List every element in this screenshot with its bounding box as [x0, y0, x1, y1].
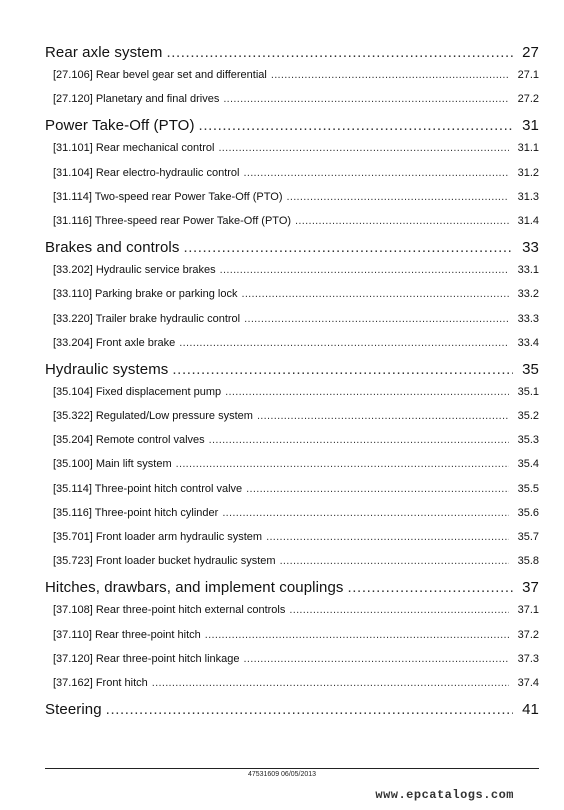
entry-title[interactable]: [27.120] Planetary and final drives: [53, 93, 220, 106]
toc-entry-row[interactable]: [45, 483, 539, 507]
section-page-number: 37: [522, 579, 539, 597]
dot-leader: [223, 93, 509, 105]
entry-title[interactable]: [31.114] Two-speed rear Power Take-Off (PTO): [53, 190, 283, 203]
toc-section-row[interactable]: [45, 579, 539, 607]
toc-entry-row[interactable]: [45, 191, 539, 215]
entry-title[interactable]: [37.110] Rear three-point hitch: [53, 628, 201, 641]
entry-page-number: 35.7: [517, 531, 539, 543]
toc-entry-row[interactable]: [45, 288, 539, 312]
dot-leader: [209, 434, 509, 446]
entry-title[interactable]: [33.110] Parking brake or parking lock: [53, 288, 238, 301]
entry-title[interactable]: [27.106] Rear bevel gear set and differential: [53, 69, 267, 81]
entry-page-number: 35.6: [517, 506, 539, 519]
entry-page-number: 31.3: [517, 190, 539, 203]
toc-entry-row[interactable]: [45, 604, 539, 628]
entry-page-number: 35.3: [517, 434, 539, 447]
dot-leader: [289, 604, 509, 616]
toc-section-row[interactable]: [45, 239, 539, 267]
entry-title[interactable]: [35.100] Main lift system: [53, 458, 172, 471]
entry-page-number: 33.1: [517, 264, 539, 277]
entry-page-number: 35.1: [517, 385, 539, 398]
dot-leader: [266, 531, 509, 543]
entry-title[interactable]: [37.162] Front hitch: [53, 676, 148, 689]
entry-title[interactable]: [31.116] Three-speed rear Power Take-Off (PTO): [53, 214, 292, 227]
entry-page-number: 35.2: [517, 410, 539, 423]
toc-entry-row[interactable]: [45, 69, 539, 93]
dot-leader: [183, 239, 513, 256]
watermark: www.epcatalogs.com: [375, 788, 514, 802]
section-title[interactable]: Brakes and controls: [45, 239, 180, 257]
toc-section-row[interactable]: [45, 361, 539, 389]
entry-title[interactable]: [33.202] Hydraulic service brakes: [53, 264, 216, 277]
toc-entry-row[interactable]: [45, 313, 539, 337]
dot-leader: [172, 361, 513, 378]
toc-entry-row[interactable]: [45, 507, 539, 531]
section-title[interactable]: Hydraulic systems: [45, 360, 169, 378]
dot-leader: [225, 386, 509, 398]
entry-page-number: 35.8: [517, 555, 539, 568]
entry-title[interactable]: [33.220] Trailer brake hydraulic control: [53, 312, 241, 325]
entry-page-number: 37.4: [517, 676, 539, 689]
dot-leader: [295, 215, 509, 227]
toc-section-row[interactable]: [45, 44, 539, 72]
dot-leader: [166, 44, 513, 61]
dot-leader: [280, 555, 509, 567]
dot-leader: [244, 653, 509, 665]
entry-title[interactable]: [37.108] Rear three-point hitch external controls: [53, 604, 286, 617]
entry-title[interactable]: [35.204] Remote control valves: [53, 434, 205, 447]
dot-leader: [152, 677, 509, 689]
entry-title[interactable]: [35.322] Regulated/Low pressure system: [53, 410, 253, 423]
dot-leader: [243, 167, 509, 179]
entry-page-number: 37.1: [517, 604, 539, 617]
entry-page-number: 31.4: [517, 214, 539, 227]
section-title[interactable]: Power Take-Off (PTO): [45, 117, 195, 135]
toc-entry-row[interactable]: [45, 264, 539, 288]
entry-page-number: 33.3: [517, 312, 539, 325]
section-page-number: 41: [522, 701, 539, 719]
entry-page-number: 35.5: [517, 482, 539, 495]
toc-entry-row[interactable]: [45, 93, 539, 117]
toc-entry-row[interactable]: [45, 458, 539, 482]
entry-page-number: 31.1: [517, 142, 539, 155]
dot-leader: [179, 337, 509, 349]
footer-rule: [45, 768, 539, 769]
toc-entry-row[interactable]: [45, 142, 539, 166]
toc-entry-row[interactable]: [45, 337, 539, 361]
table-of-contents: [45, 44, 539, 729]
section-page-number: 33: [522, 239, 539, 257]
dot-leader: [199, 117, 513, 134]
toc-entry-row[interactable]: [45, 653, 539, 677]
entry-title[interactable]: [35.104] Fixed displacement pump: [53, 385, 222, 398]
section-title[interactable]: Hitches, drawbars, and implement couplings: [45, 579, 344, 597]
dot-leader: [220, 264, 509, 276]
dot-leader: [244, 313, 509, 325]
entry-page-number: 35.4: [517, 458, 539, 471]
dot-leader: [218, 142, 509, 154]
section-page-number: 27: [522, 44, 539, 61]
entry-page-number: 37.3: [517, 652, 539, 665]
toc-entry-row[interactable]: [45, 215, 539, 239]
dot-leader: [205, 629, 509, 641]
entry-title[interactable]: [35.116] Three-point hitch cylinder: [53, 506, 219, 519]
entry-page-number: 27.2: [517, 93, 539, 106]
toc-entry-row[interactable]: [45, 555, 539, 579]
dot-leader: [257, 410, 509, 422]
toc-section-row[interactable]: [45, 701, 539, 729]
section-title[interactable]: Rear axle system: [45, 44, 163, 61]
section-page-number: 35: [522, 360, 539, 378]
dot-leader: [222, 507, 509, 519]
toc-entry-row[interactable]: [45, 167, 539, 191]
dot-leader: [246, 483, 509, 495]
entry-page-number: 37.2: [517, 628, 539, 641]
dot-leader: [241, 288, 509, 300]
entry-title[interactable]: [35.701] Front loader arm hydraulic system: [53, 531, 263, 543]
entry-title[interactable]: [35.114] Three-point hitch control valve: [53, 482, 243, 495]
section-title[interactable]: Steering: [45, 701, 102, 719]
dot-leader: [176, 458, 509, 470]
toc-section-row[interactable]: [45, 117, 539, 145]
entry-page-number: 31.2: [517, 166, 539, 179]
entry-title[interactable]: [31.101] Rear mechanical control: [53, 142, 215, 155]
toc-entry-row[interactable]: [45, 434, 539, 458]
toc-entry-row[interactable]: [45, 629, 539, 653]
dot-leader: [286, 191, 509, 203]
dot-leader: [348, 579, 513, 596]
dot-leader: [271, 69, 509, 81]
entry-page-number: 33.4: [517, 336, 539, 349]
toc-entry-row[interactable]: [45, 677, 539, 701]
footer-document-id: 47531609 06/05/2013: [247, 771, 317, 778]
entry-page-number: 27.1: [517, 69, 539, 81]
entry-page-number: 33.2: [517, 288, 539, 301]
toc-entry-row[interactable]: [45, 410, 539, 434]
entry-title[interactable]: [35.723] Front loader bucket hydraulic system: [53, 555, 276, 568]
dot-leader: [106, 701, 513, 718]
entry-title[interactable]: [33.204] Front axle brake: [53, 336, 176, 349]
toc-entry-row[interactable]: [45, 531, 539, 555]
entry-title[interactable]: [31.104] Rear electro-hydraulic control: [53, 166, 240, 179]
toc-entry-row[interactable]: [45, 386, 539, 410]
entry-title[interactable]: [37.120] Rear three-point hitch linkage: [53, 652, 240, 665]
section-page-number: 31: [522, 117, 539, 135]
